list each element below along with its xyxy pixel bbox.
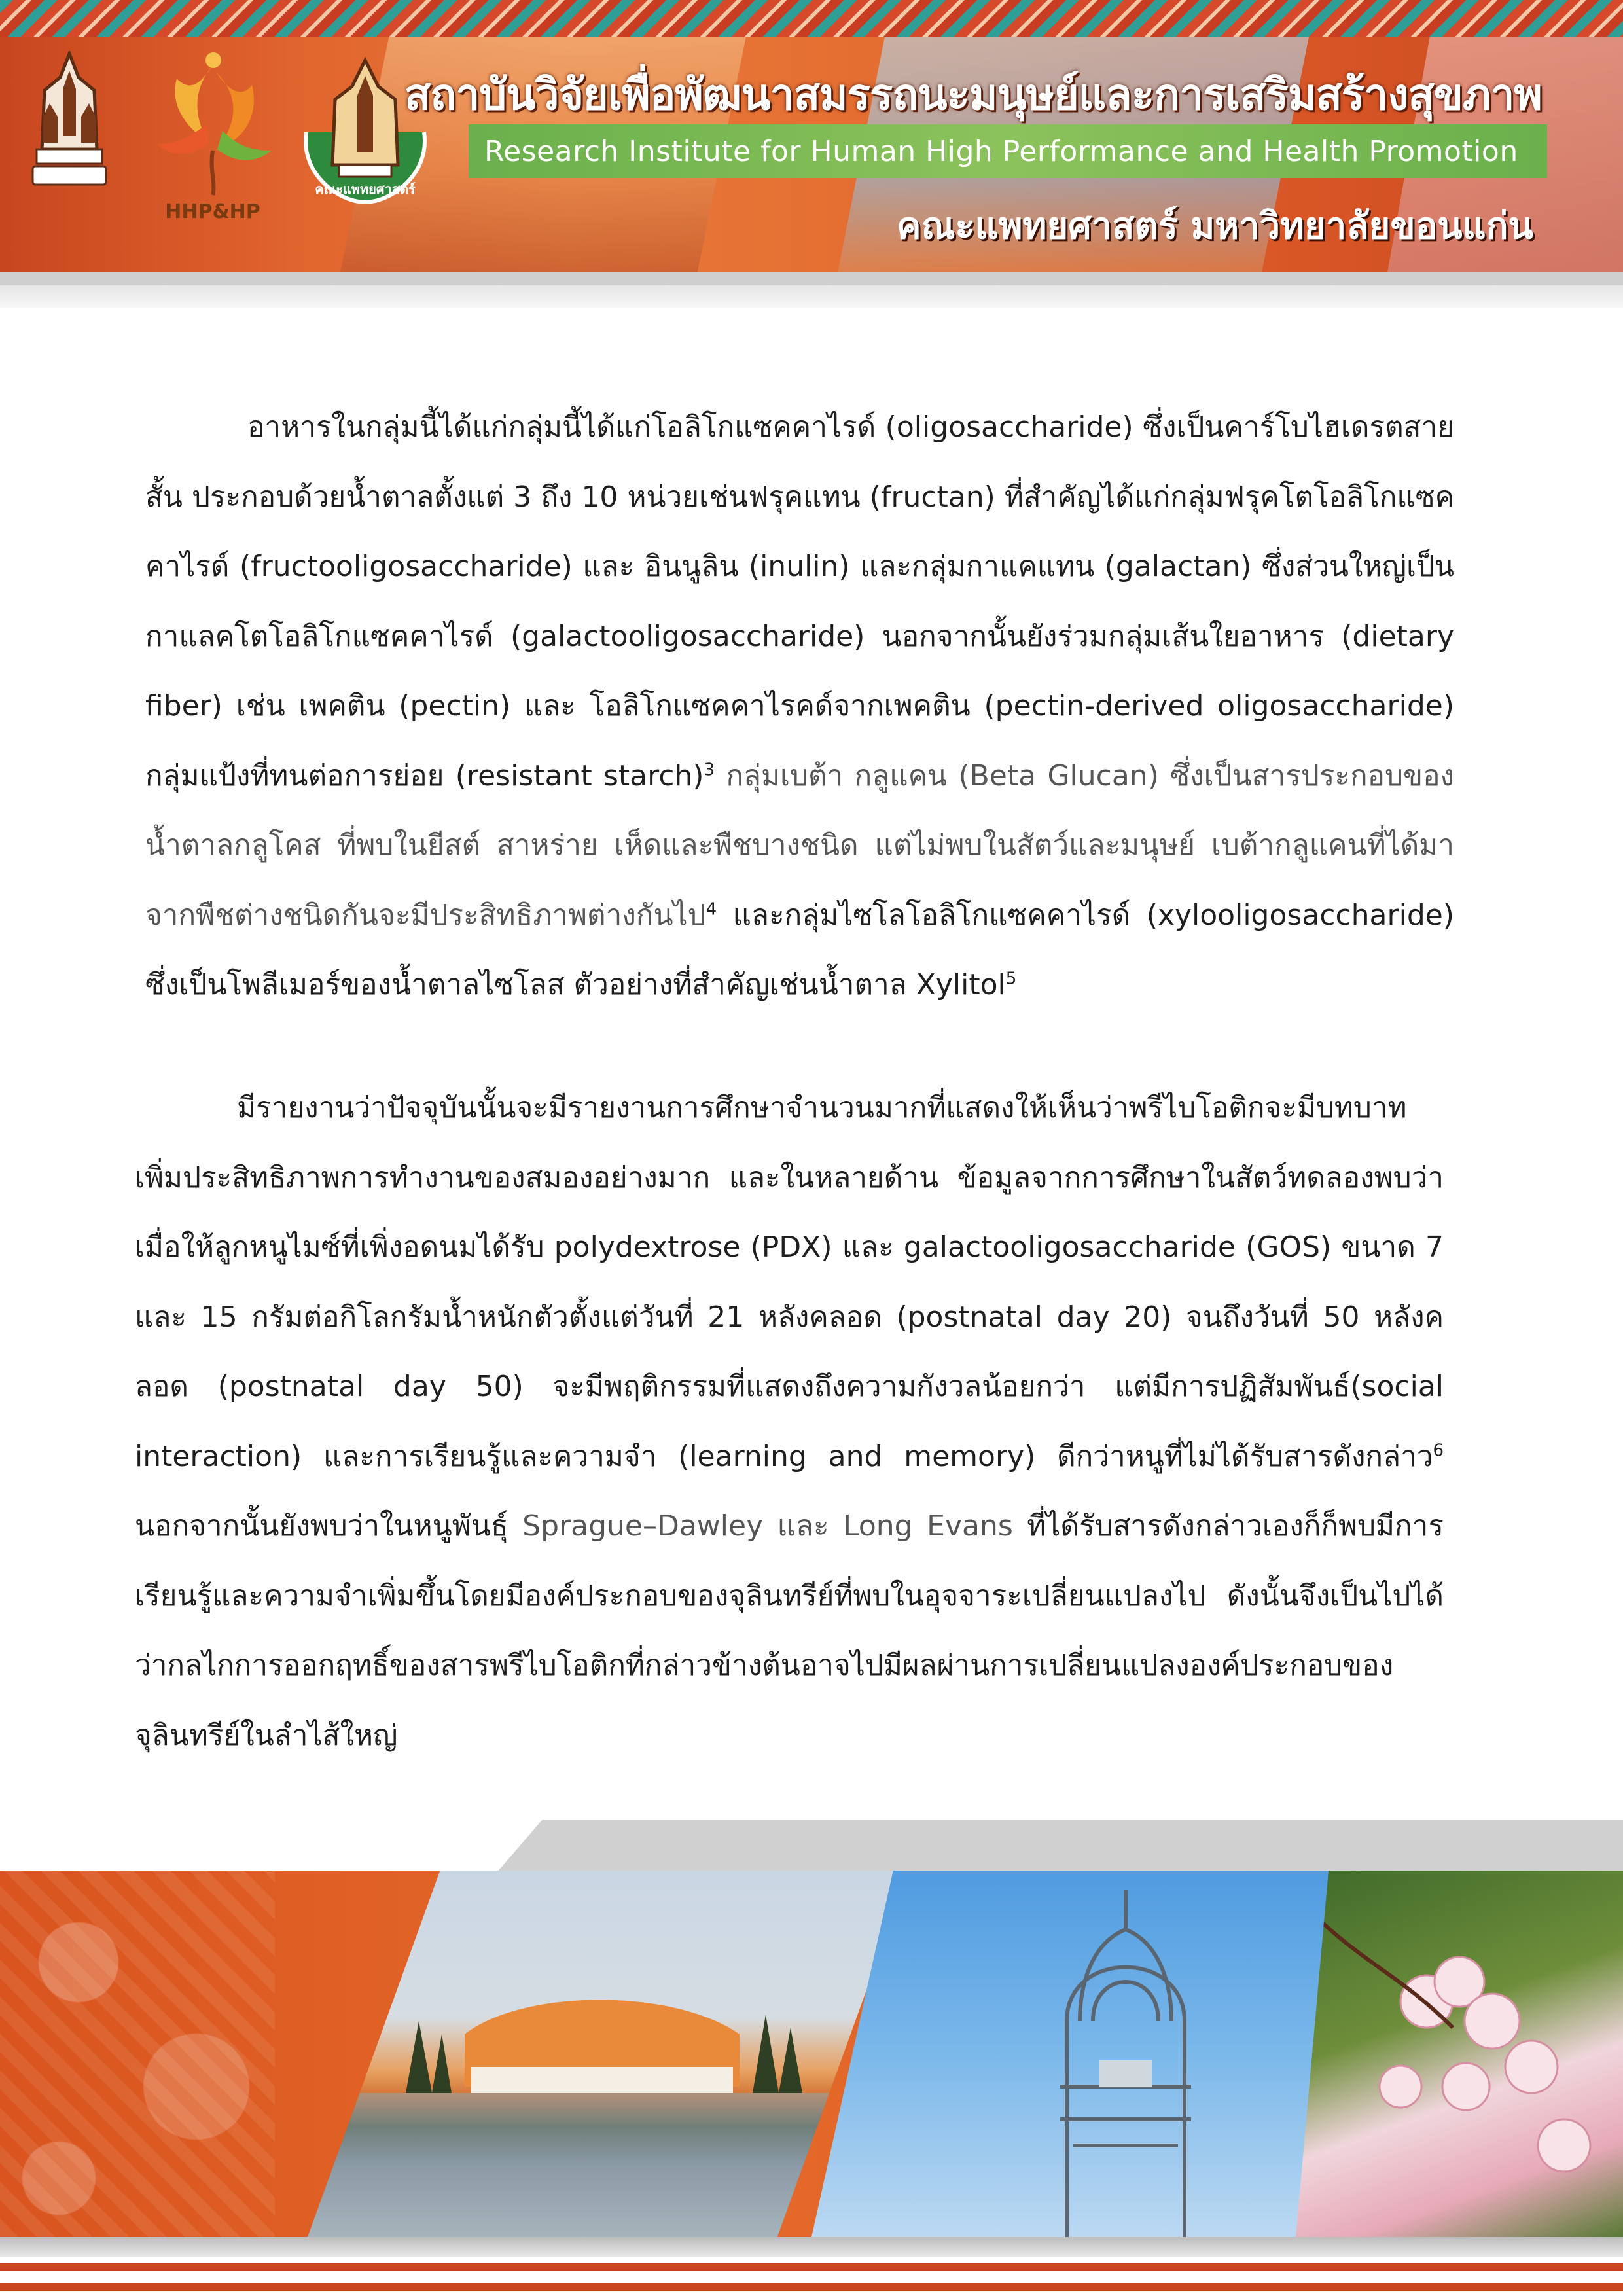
hhp-hp-logo [144,46,281,229]
header-pattern-strip [0,0,1623,37]
reference-superscript: 5 [1005,969,1017,989]
paragraph-text: กลุ่มเบต้า กลูแคน (Beta Glucan) ซึ่งเป็นสารประกอบของน้ำตาลกลูโคส ที่พบในยีสต์ สาหร่าย เห็ดและพืชบางชนิด แต่ไม่พบในสัตว์และมนุษย์ เบต้ากลูแคนที่ได้มาจากพืชต่างชนิดกันจะมีประสิทธิภาพต่างกันไป [145,759,1454,932]
header-divider-shadow [0,285,1623,308]
page-header [0,0,1623,308]
paragraph-brain-studies [135,1073,1444,1770]
header-divider [0,272,1623,285]
footer-stripe [0,2257,1623,2296]
footer-photo-flowers [1296,1871,1623,2237]
paragraph-text: อาหารในกลุ่มนี้ได้แก่กลุ่มนี้ได้แก่โอลิโกแซคคาไรด์ (oligosaccharide) ซึ่งเป็นคาร์โบไฮเดรตสายสั้น ประกอบด้วยน้ำตาลตั้งแต่ 3 ถึง 10 หน่วยเช่นฟรุคแทน (fructan) ที่สำคัญได้แก่กลุ่มฟรุคโตโอลิโกแซคคาไรด์ (fructooligosaccharide) และ อินนูลิน (inulin) และกลุ่มกาแคแทน (galactan) ซึ่งส่วนใหญ่เป็นกาแลคโตโอลิโกแซคคาไรด์ (galactooligosaccharide) นอกจากนั้นยังร่วมกลุ่มเส้นใยอาหาร (dietary fiber) เช่น เพคติน (pectin) และ โอลิโกแซคคาไรคด์จากเพคติน (pectin-derived oligosaccharide) กลุ่มแป้งที่ทนต่อการย่อย (resistant starch) [145,410,1454,793]
reference-superscript: 6 [1433,1440,1444,1460]
paragraph-prebiotic-groups [145,393,1454,1020]
reference-superscript: 3 [704,759,715,780]
phoenix-icon [144,46,281,196]
paragraph-text: นอกจากนั้นยังพบว่าในหนูพันธุ์ [135,1509,523,1543]
cassia-flower-image [1296,1871,1623,2237]
paragraph-text: ที่ได้รับสารดังกล่าวเองก็ก็พบมีการเรียนรู้และความจำเพิ่มขึ้นโดยมีองค์ประกอบของจุลินทรีย์ที่พบในอุจจาระเปลี่ยนแปลงไป ดังนั้นจึงเป็นไปได้ว่ากลไกการออกฤทธิ์ของสารพรีไบโอติกที่กล่าวข้างต้นอาจไปมีผลผ่านการเปลี่ยนแปลงองค์ประกอบของจุลินทรีย์ในลำไส้ใหญ่ [135,1509,1444,1752]
institute-title-thai: สถาบันวิจัยเพื่อพัฒนาสมรรถนะมนุษย์และการเสริมสร้างสุขภาพ [404,69,1542,120]
footer-thai-pattern [0,1871,275,2237]
rat-strain-names: Sprague–Dawley และ Long Evans [522,1509,1013,1543]
hhp-logo-text: HHP&HP [165,200,260,223]
reference-superscript: 4 [705,899,717,919]
faculty-university-subtitle: คณะแพทยศาสตร์ มหาวิทยาลัยขอนแก่น [897,205,1533,247]
kku-university-logo [24,51,115,188]
paragraph-text: และกลุ่มไซโลโอลิโกแซคคาไรด์ (xylooligosaccharide) ซึ่งเป็นโพลีเมอร์ของน้ำตาลไซโลส ตัวอย่างที่สำคัญเช่นน้ำตาล Xylitol [145,898,1454,1001]
footer-grey-band [497,1820,1623,1872]
institute-title-english: Research Institute for Human High Performance and Health Promotion [484,135,1518,168]
page-footer [0,1820,1623,2296]
faculty-logo-text: คณะแพทยศาสตร์ [315,181,416,197]
footer-divider [0,2237,1623,2257]
paragraph-text: มีรายงานว่าปัจจุบันนั้นจะมีรายงานการศึกษาจำนวนมากที่แสดงให้เห็นว่าพรีไบโอติกจะมีบทบาทเพิ่มประสิทธิภาพการทำงานของสมองอย่างมาก และในหลายด้าน ข้อมูลจากการศึกษาในสัตว์ทดลองพบว่าเมื่อให้ลูกหนูไมซ์ที่เพิ่งอดนมได้รับ polydextrose (PDX) และ galactooligosaccharide (GOS) ขนาด 7 และ 15 กรัมต่อกิโลกรัมน้ำหนักตัวตั้งแต่วันที่ 21 หลังคลอด (postnatal day 20) จนถึงวันที่ 50 หลังคลอด (postnatal day 50) จะมีพฤติกรรมที่แสดงถึงความกังวลน้อยกว่า แต่มีการปฏิสัมพันธ์(social interaction) และการเรียนรู้และความจำ (learning and memory) ดีกว่าหนูที่ไม่ได้รับสารดังกล่าว [135,1091,1444,1473]
